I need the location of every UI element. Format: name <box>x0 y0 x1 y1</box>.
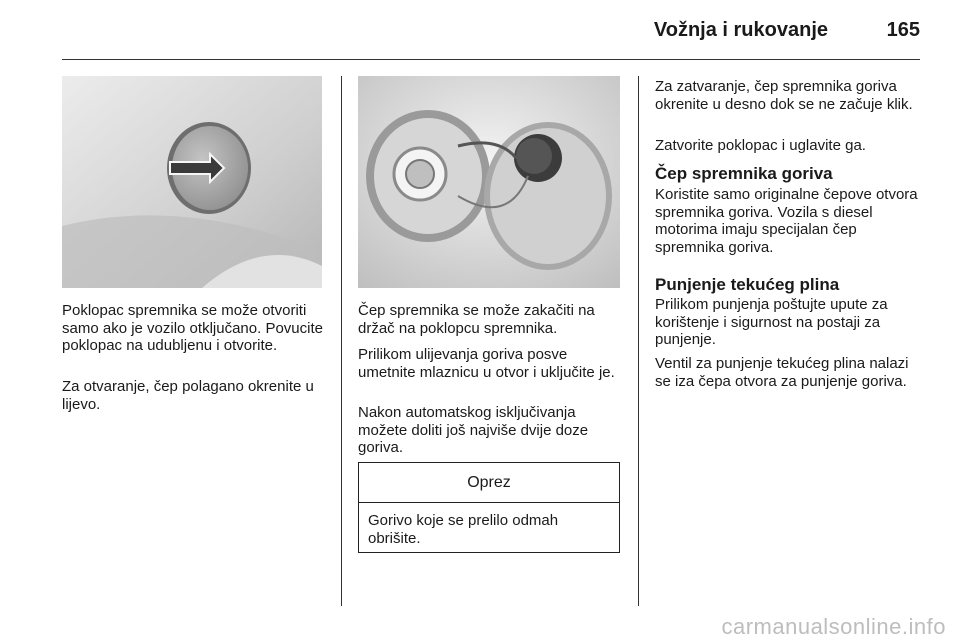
col2-paragraph-3: Nakon automatskog isključivanja možete doliti još najviše dvije doze goriva. <box>358 404 589 457</box>
col2-paragraph-2: Prilikom ulijevanja goriva posve umetnite mlaznicu u otvor i uključite je. <box>358 346 615 381</box>
section-heading-lpg: Punjenje tekućeg plina <box>655 275 840 294</box>
col1-paragraph-1: Poklopac spremnika se može otvoriti samo ako je vozilo otključano. Povucite poklopac na udubljenu i otvorite. <box>62 302 323 355</box>
col1-paragraph-2: Za otvaranje, čep polagano okrenite u lijevo. <box>62 378 314 413</box>
section-lpg-paragraph-2: Ventil za punjenje tekućeg plina nalazi se iza čepa otvora za punjenje goriva. <box>655 355 909 390</box>
section-fuel-cap-text: Koristite samo originalne čepove otvora spremnika goriva. Vozila s diesel motorima imaju specijalan čep spremnika goriva. <box>655 186 918 256</box>
caution-box <box>358 462 620 553</box>
column-divider-left <box>341 76 342 606</box>
col3-paragraph-1: Za zatvaranje, čep spremnika goriva okrenite u desno dok se ne začuje klik. <box>655 78 913 113</box>
caution-text: Gorivo koje se prelilo odmah obrišite. <box>368 512 559 547</box>
header-rule <box>62 59 920 60</box>
watermark: carmanualsonline.info <box>721 614 946 639</box>
col3-paragraph-2: Zatvorite poklopac i uglavite ga. <box>655 137 866 154</box>
section-heading-fuel-cap: Čep spremnika goriva <box>655 164 833 183</box>
page-number: 165 <box>886 19 920 41</box>
section-lpg-paragraph-1: Prilikom punjenja poštujte upute za korištenje i sigurnost na postaji za punjenje. <box>655 296 888 349</box>
fuel-flap-photo <box>62 76 322 288</box>
col2-paragraph-1: Čep spremnika se može zakačiti na držač na poklopcu spremnika. <box>358 302 595 337</box>
chapter-title: Vožnja i rukovanje <box>653 19 828 41</box>
caution-title: Oprez <box>359 463 619 503</box>
fuel-cap-holder-photo <box>358 76 620 288</box>
column-divider-right <box>638 76 639 606</box>
